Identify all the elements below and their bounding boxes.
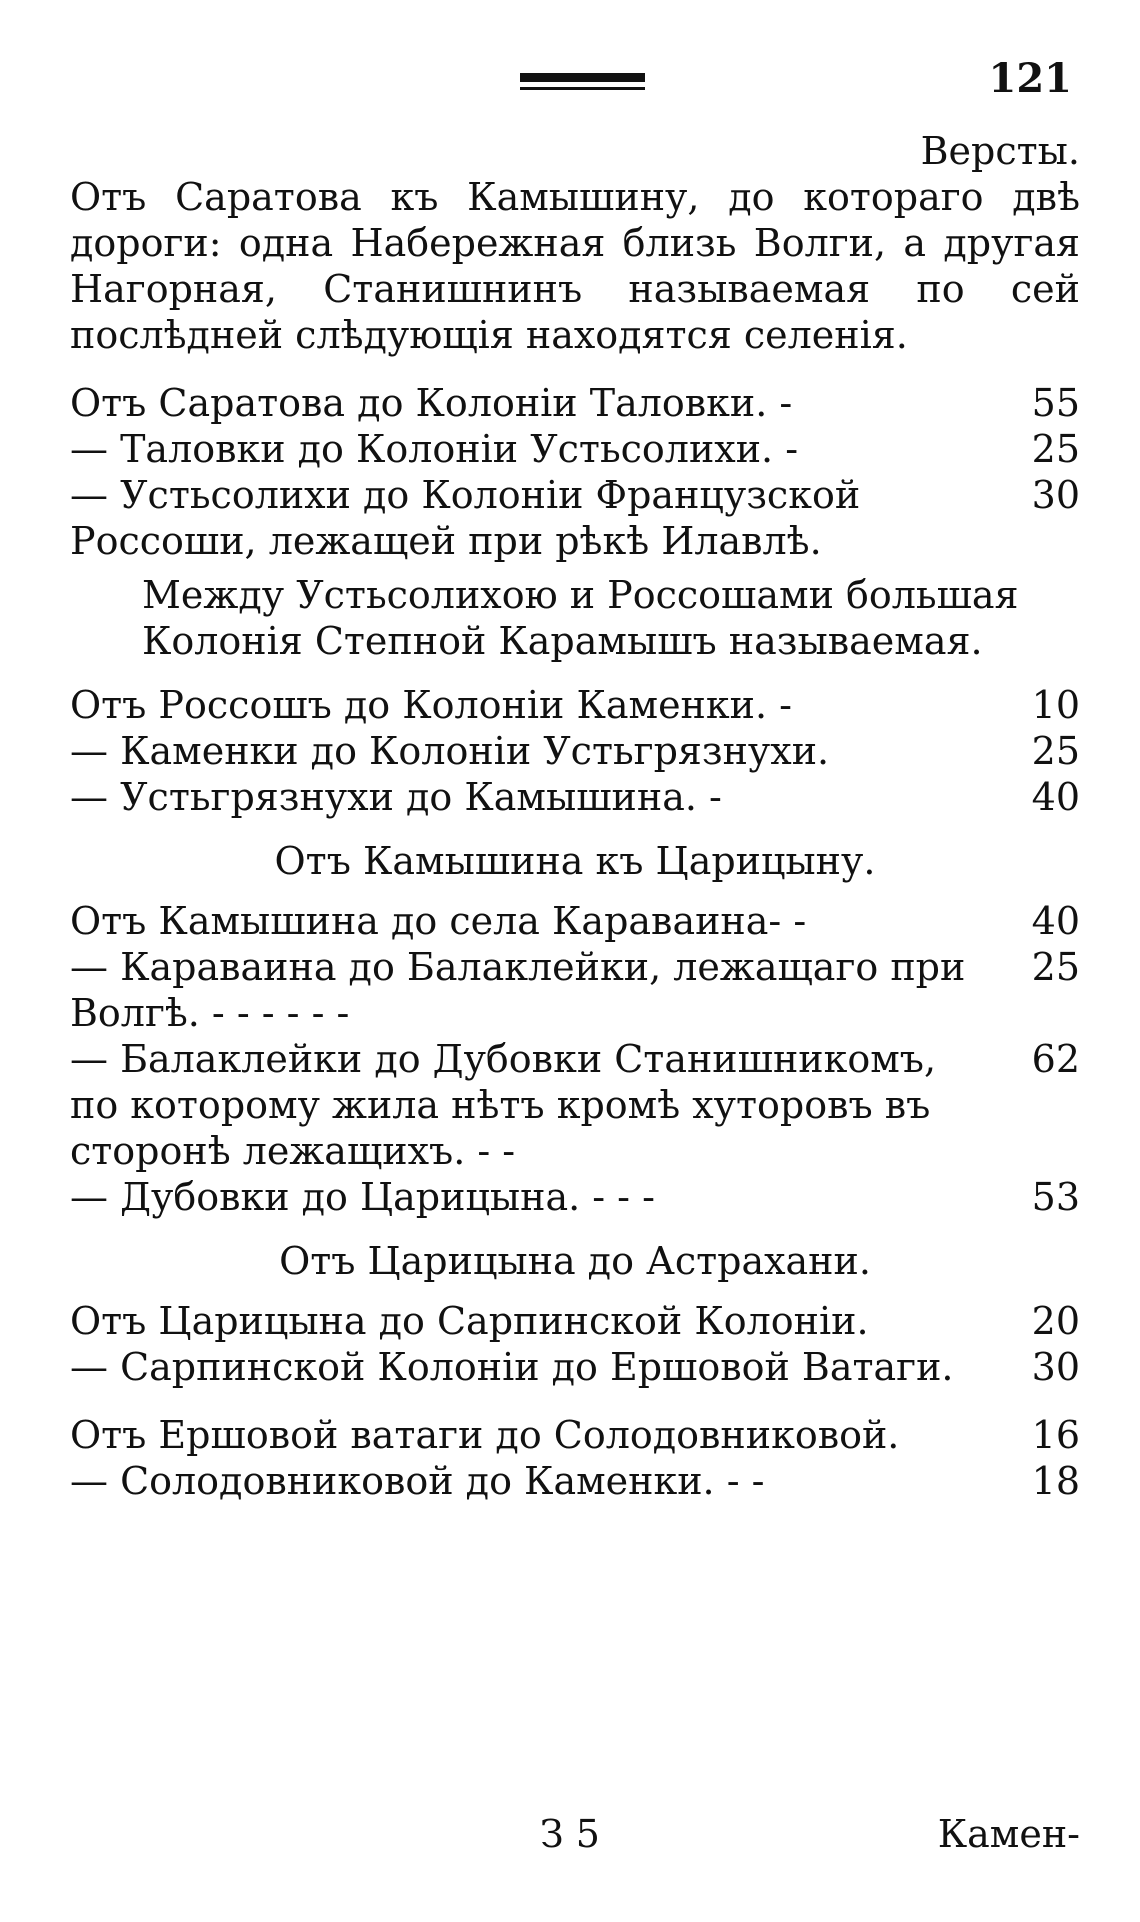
route-text: — Солодовниковой до Каменки. - - bbox=[70, 1459, 765, 1503]
route-group-5 bbox=[70, 1412, 1080, 1504]
route-text: — Караваина до Балаклейки, лежащаго при Волгѣ. - - - - - - bbox=[70, 945, 966, 1035]
route-distance: 30 bbox=[1031, 473, 1080, 517]
intro-paragraph: Отъ Саратова къ Камышину, до котораго двѣ дороги: одна Набережная близь Волги, а другая Нагорная, Станишнинъ называемая по сей послѣдней слѣдующія находятся селенія. bbox=[70, 175, 1080, 357]
route-distance: 53 bbox=[1031, 1175, 1080, 1219]
route-distance: 40 bbox=[1031, 899, 1080, 943]
route-distance: 55 bbox=[1031, 381, 1080, 425]
route-row bbox=[70, 472, 1080, 564]
signature-mark: З 5 bbox=[540, 1812, 600, 1856]
route-row bbox=[70, 1298, 1080, 1344]
route-distance: 10 bbox=[1031, 683, 1080, 727]
route-text: Отъ Россошъ до Колоніи Каменки. - bbox=[70, 683, 792, 727]
route-group-1 bbox=[70, 380, 1080, 564]
route-row bbox=[70, 1344, 1080, 1390]
route-row bbox=[70, 682, 1080, 728]
route-row bbox=[70, 1036, 1080, 1174]
route-row bbox=[70, 1174, 1080, 1220]
route-text: Отъ Саратова до Колоніи Таловки. - bbox=[70, 381, 793, 425]
page-body bbox=[70, 128, 1080, 1504]
route-distance: 40 bbox=[1031, 775, 1080, 819]
page-number: 121 bbox=[988, 55, 1072, 102]
route-text: — Устьгрязнухи до Камышина. - bbox=[70, 775, 722, 819]
route-group-2 bbox=[70, 682, 1080, 820]
route-row bbox=[70, 426, 1080, 472]
route-row bbox=[70, 380, 1080, 426]
route-text: — Сарпинской Колоніи до Ершовой Ватаги. bbox=[70, 1345, 954, 1389]
route-distance: 25 bbox=[1031, 945, 1080, 989]
section-heading-2: Отъ Царицына до Астрахани. bbox=[279, 1239, 871, 1283]
route-text: — Таловки до Колоніи Устьсолихи. - bbox=[70, 427, 799, 471]
section-heading-1: Отъ Камышина къ Царицыну. bbox=[274, 839, 876, 883]
route-distance: 25 bbox=[1031, 427, 1080, 471]
route-row bbox=[70, 1412, 1080, 1458]
route-distance: 30 bbox=[1031, 1345, 1080, 1389]
route-text: — Дубовки до Царицына. - - - bbox=[70, 1175, 655, 1219]
route-distance: 18 bbox=[1031, 1459, 1080, 1503]
route-row bbox=[70, 944, 1080, 1036]
route-row bbox=[70, 898, 1080, 944]
spacer bbox=[70, 1390, 1080, 1412]
route-text: Отъ Царицына до Сарпинской Колоніи. bbox=[70, 1299, 869, 1343]
route-distance: 20 bbox=[1031, 1299, 1080, 1343]
route-group-3 bbox=[70, 898, 1080, 1220]
route-text: Отъ Ершовой ватаги до Солодовниковой. bbox=[70, 1413, 900, 1457]
route-row bbox=[70, 774, 1080, 820]
header-rule-thin bbox=[520, 87, 645, 90]
column-heading-versty: Версты. bbox=[920, 129, 1080, 173]
route-distance: 16 bbox=[1031, 1413, 1080, 1457]
catchword: Камен- bbox=[937, 1812, 1080, 1856]
route-distance: 62 bbox=[1031, 1037, 1080, 1081]
route-text: — Балаклейки до Дубовки Станишникомъ, по которому жила нѣтъ кромѣ хуторовъ въ сторонѣ лежащихъ. - - bbox=[70, 1037, 937, 1173]
route-text: — Устьсолихи до Колоніи Французской Россоши, лежащей при рѣкѣ Илавлѣ. bbox=[70, 473, 861, 563]
route-row bbox=[70, 728, 1080, 774]
note-paragraph: Между Устьсолихою и Россошами большая Колонія Степной Карамышъ называемая. bbox=[142, 573, 1019, 663]
route-distance: 25 bbox=[1031, 729, 1080, 773]
header-rule bbox=[520, 73, 645, 82]
route-text: — Каменки до Колоніи Устьгрязнухи. bbox=[70, 729, 830, 773]
route-text: Отъ Камышина до села Караваина- - bbox=[70, 899, 807, 943]
route-group-4 bbox=[70, 1298, 1080, 1390]
route-row bbox=[70, 1458, 1080, 1504]
page-header bbox=[0, 55, 1140, 105]
